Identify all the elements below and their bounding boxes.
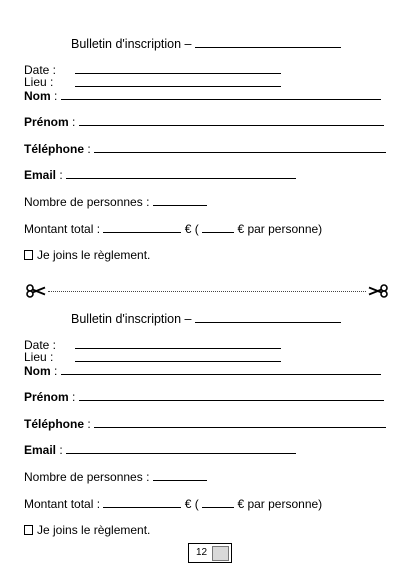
persons-row: Nombre de personnes : [24, 470, 207, 484]
form-title: Bulletin d'inscription – [71, 37, 341, 51]
nom-row: Nom : [24, 89, 381, 103]
date-field-line[interactable] [75, 348, 281, 349]
lieu-row: Lieu : [24, 75, 54, 89]
nom-label: Nom [24, 89, 51, 103]
nom-field[interactable] [61, 99, 381, 100]
amount-per-person-field[interactable] [202, 507, 234, 508]
date-field-line[interactable] [75, 73, 281, 74]
amount-per-person-field[interactable] [202, 232, 234, 233]
amount-row: Montant total : € ( € par personne) [24, 497, 323, 511]
page-number-box [188, 543, 232, 563]
persons-field[interactable] [153, 205, 207, 206]
payment-row: Je joins le règlement. [24, 248, 150, 262]
date-row: Date : [24, 63, 57, 77]
prenom-row: Prénom : [24, 115, 384, 129]
persons-row: Nombre de personnes : [24, 195, 207, 209]
checkbox-icon[interactable] [24, 525, 33, 535]
checkbox-icon[interactable] [24, 250, 33, 260]
email-field[interactable] [66, 453, 296, 454]
telephone-row: Téléphone : [24, 142, 386, 156]
email-row: Email : [24, 443, 296, 457]
page-number: 12 [196, 547, 208, 558]
prenom-row: Prénom : [24, 390, 384, 404]
registration-form-1 [0, 0, 414, 270]
prenom-label: Prénom [24, 115, 69, 129]
telephone-label: Téléphone [24, 142, 85, 156]
amount-field[interactable] [103, 507, 181, 508]
amount-field[interactable] [103, 232, 181, 233]
amount-row: Montant total : € ( € par personne) [24, 222, 323, 236]
email-label: Email [24, 443, 57, 457]
prenom-field[interactable] [79, 125, 384, 126]
title-blank [195, 322, 341, 323]
nom-row: Nom : [24, 364, 381, 378]
title-blank [195, 47, 341, 48]
payment-row: Je joins le règlement. [24, 523, 150, 537]
telephone-label: Téléphone [24, 417, 85, 431]
nom-label: Nom [24, 364, 51, 378]
prenom-label: Prénom [24, 390, 69, 404]
persons-field[interactable] [153, 480, 207, 481]
nom-field[interactable] [61, 374, 381, 375]
telephone-field[interactable] [94, 152, 386, 153]
telephone-row: Téléphone : [24, 417, 386, 431]
form-title: Bulletin d'inscription – [71, 312, 341, 326]
lieu-field-line[interactable] [75, 86, 281, 87]
email-field[interactable] [66, 178, 296, 179]
date-row: Date : [24, 338, 57, 352]
page-thumbnail-icon [212, 546, 229, 561]
telephone-field[interactable] [94, 427, 386, 428]
lieu-field-line[interactable] [75, 361, 281, 362]
registration-form-2 [0, 275, 414, 545]
prenom-field[interactable] [79, 400, 384, 401]
email-label: Email [24, 168, 57, 182]
email-row: Email : [24, 168, 296, 182]
lieu-row: Lieu : [24, 350, 54, 364]
